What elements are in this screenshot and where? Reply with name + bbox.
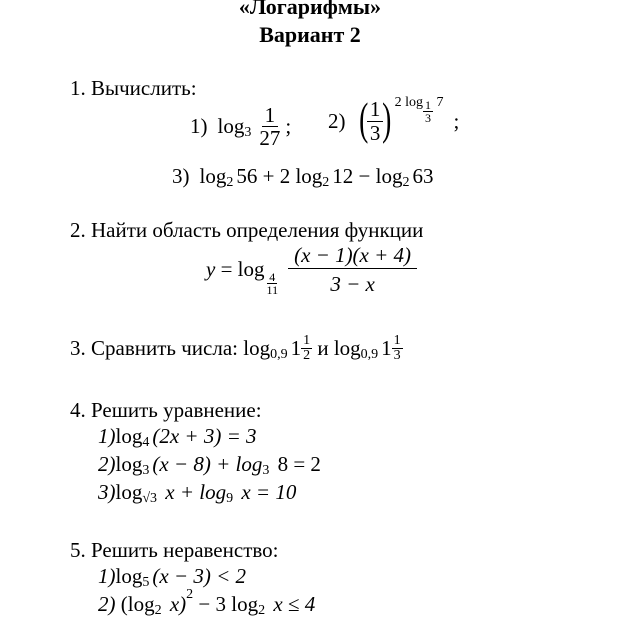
main-fraction (288, 244, 417, 295)
task-3-heading (70, 334, 403, 363)
log-text: log (217, 114, 245, 139)
task-2-number: 2. (70, 218, 86, 242)
task-4-heading (70, 398, 262, 423)
mixed-denominator: 3 (393, 348, 401, 363)
base-denominator: 11 (266, 283, 279, 298)
mixed-whole: 1 (381, 336, 392, 360)
log-argument: 56 (236, 164, 258, 188)
item-label: 1) (98, 564, 116, 588)
log-base: 0,9 (360, 346, 379, 362)
item-label: 2) (98, 592, 116, 616)
fraction-denominator: 3 (369, 120, 381, 145)
fraction-numerator: 1 (367, 98, 384, 121)
log-base: 9 (226, 490, 234, 506)
coefficient: 2 (279, 164, 291, 188)
log-argument: 63 (412, 164, 434, 188)
base-numerator: 4 (269, 270, 276, 285)
log-base-fraction (265, 271, 281, 296)
task-4-item-1 (98, 424, 257, 449)
document-title: «Логарифмы» (238, 0, 382, 19)
log-text: log (375, 164, 403, 188)
task-5-heading (70, 538, 278, 563)
expression: (x − 8) + log (152, 452, 263, 476)
task-3-text: Сравнить числа: (91, 336, 238, 360)
task-4-number: 4. (70, 398, 86, 422)
log-text: log (115, 452, 143, 476)
expression: (2x + 3) = 3 (152, 424, 257, 448)
exponent (394, 91, 444, 125)
minus-sign: − (358, 164, 371, 188)
task-2-heading (70, 218, 423, 243)
mixed-whole: 1 (290, 336, 302, 360)
expression-end: x ≤ 4 (268, 592, 316, 616)
expression-end: 8 = 2 (272, 452, 321, 476)
task-1-item-1 (190, 104, 291, 149)
log-base: 5 (142, 574, 150, 590)
fraction (256, 104, 283, 149)
fraction (367, 98, 384, 143)
task-5-item-2 (98, 586, 316, 618)
log-base: 3 (262, 462, 270, 478)
log-base: 4 (142, 434, 150, 450)
task-2-text: Найти область определения функции (91, 218, 424, 242)
log-text: log (115, 564, 143, 588)
expression: − 3 log (193, 592, 259, 616)
semicolon: ; (453, 108, 460, 133)
item-label: 3) (98, 480, 116, 504)
mixed-fraction (301, 334, 312, 363)
log-base: 2 (226, 174, 234, 190)
task-1-heading (70, 76, 197, 101)
task-5-text: Решить неравенство: (91, 538, 279, 562)
task-2-formula (206, 243, 419, 298)
exp-coefficient: 2 (394, 95, 402, 110)
item-label: 3) (172, 164, 190, 188)
log-base: 2 (402, 174, 410, 190)
mixed-numerator: 1 (303, 333, 311, 348)
exp-log: log (405, 95, 424, 110)
log-text: log (333, 336, 361, 360)
conjunction: и (317, 336, 329, 360)
log-base: 3 (244, 124, 252, 140)
log-base: 2 (322, 174, 330, 190)
left-paren: ( (358, 93, 368, 144)
item-label: 1) (190, 114, 208, 139)
expression-start: (log (120, 592, 155, 616)
log-text: log (295, 164, 323, 188)
task-1-number: 1. (70, 76, 86, 100)
variant-title: Вариант 2 (259, 22, 361, 47)
log-text: log (243, 336, 271, 360)
fraction-denominator: 3 − x (330, 272, 375, 297)
task-4-text: Решить уравнение: (91, 398, 262, 422)
mixed-fraction (392, 334, 403, 363)
fraction-denominator: 27 (259, 126, 281, 151)
mixed-denominator: 2 (303, 348, 311, 363)
expression: x) (164, 592, 187, 616)
exp-base-numerator: 1 (425, 97, 432, 112)
variable-y: y (206, 257, 216, 282)
task-1-text: Вычислить: (91, 76, 197, 100)
log-base: 2 (258, 602, 266, 618)
expression: x + log (160, 480, 227, 504)
log-argument: 12 (332, 164, 354, 188)
item-label: 2) (98, 452, 116, 476)
right-paren: ) (382, 93, 392, 144)
log-base: 0,9 (270, 346, 288, 362)
plus-sign: + (262, 164, 275, 188)
task-3-number: 3. (70, 336, 86, 360)
task-5-item-1 (98, 564, 246, 589)
log-base: √3 (142, 490, 158, 506)
fraction-numerator: 1 (262, 104, 279, 127)
log-text: log (237, 257, 265, 282)
log-base: 2 (154, 602, 162, 618)
exp-base-fraction (423, 99, 433, 124)
equals-sign: = (220, 257, 233, 282)
task-1-item-3 (172, 164, 433, 189)
log-text: log (199, 164, 227, 188)
power: 2 (186, 586, 194, 602)
task-4-item-2 (98, 452, 321, 477)
task-1-item-2 (328, 93, 460, 145)
exp-argument: 7 (436, 95, 444, 110)
fraction-numerator: (x − 1)(x + 4) (288, 244, 417, 269)
item-label: 2) (328, 108, 346, 133)
item-label: 1) (98, 424, 116, 448)
task-4-item-3 (98, 480, 296, 505)
log-text: log (115, 424, 143, 448)
exp-base-denominator: 3 (425, 110, 432, 125)
semicolon: ; (285, 114, 292, 139)
log-text: log (115, 480, 143, 504)
expression-end: x = 10 (236, 480, 297, 504)
mixed-numerator: 1 (393, 333, 401, 348)
expression: (x − 3) < 2 (152, 564, 246, 588)
log-base: 3 (142, 462, 150, 478)
task-5-number: 5. (70, 538, 86, 562)
